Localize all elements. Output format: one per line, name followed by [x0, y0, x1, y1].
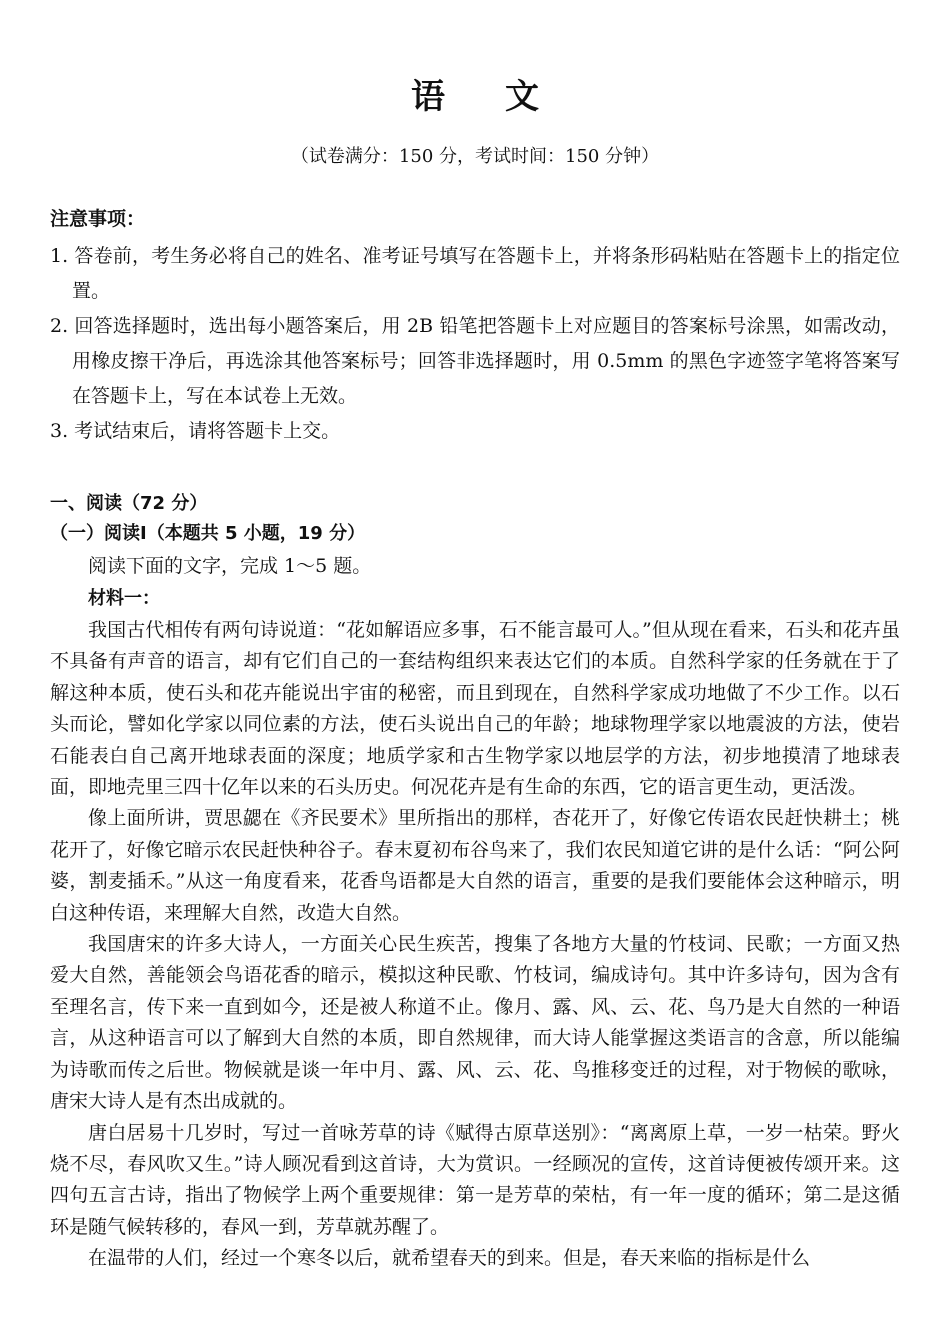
reading-instruction: 阅读下面的文字，完成 1～5 题。 [88, 555, 372, 577]
spacer [50, 449, 900, 489]
notice-item: 1. 答卷前，考生务必将自己的姓名、准考证号填写在答题卡上，并将条形码粘贴在答题卡上的指定位置。 [50, 245, 900, 302]
material-paragraph: 我国唐宋的许多大诗人，一方面关心民生疾苦，搜集了各地方大量的竹枝词、民歌；一方面又热爱大自然，善能领会鸟语花香的暗示，模拟这种民歌、竹枝词，编成诗句。其中许多诗句，因为含有至理名言，传下来一直到如今，还是被人称道不止。像月、露、风、云、花、鸟乃是大自然的一种语言，从这种语言可以了解到大自然的本质，即自然规律，而大诗人能掌握这类语言的含意，所以能编为诗歌而传之后世。物候就是谈一年中月、露、风、云、花、鸟推移变迁的过程，对于物候的歌咏，唐宋大诗人是有杰出成就的。 [50, 933, 900, 1113]
subsection-heading: （一）阅读Ⅰ（本题共 5 小题，19 分） [50, 523, 366, 544]
material-label: 材料一： [88, 588, 160, 609]
exam-content [50, 205, 900, 1275]
exam-info: （试卷满分：150 分，考试时间：150 分钟） [290, 146, 660, 167]
notice-title: 注意事项： [50, 208, 146, 230]
notice-item: 2. 回答选择题时，选出每小题答案后，用 2B 铅笔把答题卡上对应题目的答案标号涂黑，如需改动，用橡皮擦干净后，再选涂其他答案标号；回答非选择题时，用 0.5mm 的黑色字迹签字笔将答案写在答题卡上，写在本试卷上无效。 [50, 315, 900, 407]
material-paragraph: 在温带的人们，经过一个寒冬以后，就希望春天的到来。但是，春天来临的指标是什么 [88, 1247, 811, 1270]
material-paragraph: 像上面所讲，贾思勰在《齐民要术》里所指出的那样，杏花开了，好像它传语农民赶快耕土；桃花开了，好像它暗示农民赶快种谷子。春末夏初布谷鸟来了，我们农民知道它讲的是什么话：“阿公阿婆，割麦插禾。”从这一角度看来，花香鸟语都是大自然的语言，重要的是我们要能体会这种暗示，明白这种传语，来理解大自然，改造大自然。 [50, 807, 900, 924]
material-paragraph: 我国古代相传有两句诗说道：“花如解语应多事，石不能言最可人。”但从现在看来，石头和花卉虽不具备有声音的语言，却有它们自己的一套结构组织来表达它们的本质。自然科学家的任务就在于了解这种本质，使石头和花卉能说出宇宙的秘密，而且到现在，自然科学家成功地做了不少工作。以石头而论，譬如化学家以同位素的方法，使石头说出自己的年龄；地球物理学家以地震波的方法，使岩石能表白自己离开地球表面的深度；地质学家和古生物学家以地层学的方法，初步地摸清了地球表面，即地壳里三四十亿年以来的石头历史。何况花卉是有生命的东西，它的语言更生动，更活泼。 [50, 619, 900, 799]
notice-item: 3. 考试结束后，请将答题卡上交。 [50, 420, 341, 442]
material-paragraph: 唐白居易十几岁时，写过一首咏芳草的诗《赋得古原草送别》：“离离原上草，一岁一枯荣。野火烧不尽，春风吹又生。”诗人顾况看到这首诗，大为赏识。一经顾况的宣传，这首诗便被传颂开来。这四句五言古诗，指出了物候学上两个重要规律：第一是芳草的荣枯，有一年一度的循环；第二是这循环是随气候转移的，春风一到，芳草就苏醒了。 [50, 1121, 900, 1238]
section-heading: 一、阅读（72 分） [50, 493, 208, 514]
page-title: 语文 [411, 77, 599, 117]
